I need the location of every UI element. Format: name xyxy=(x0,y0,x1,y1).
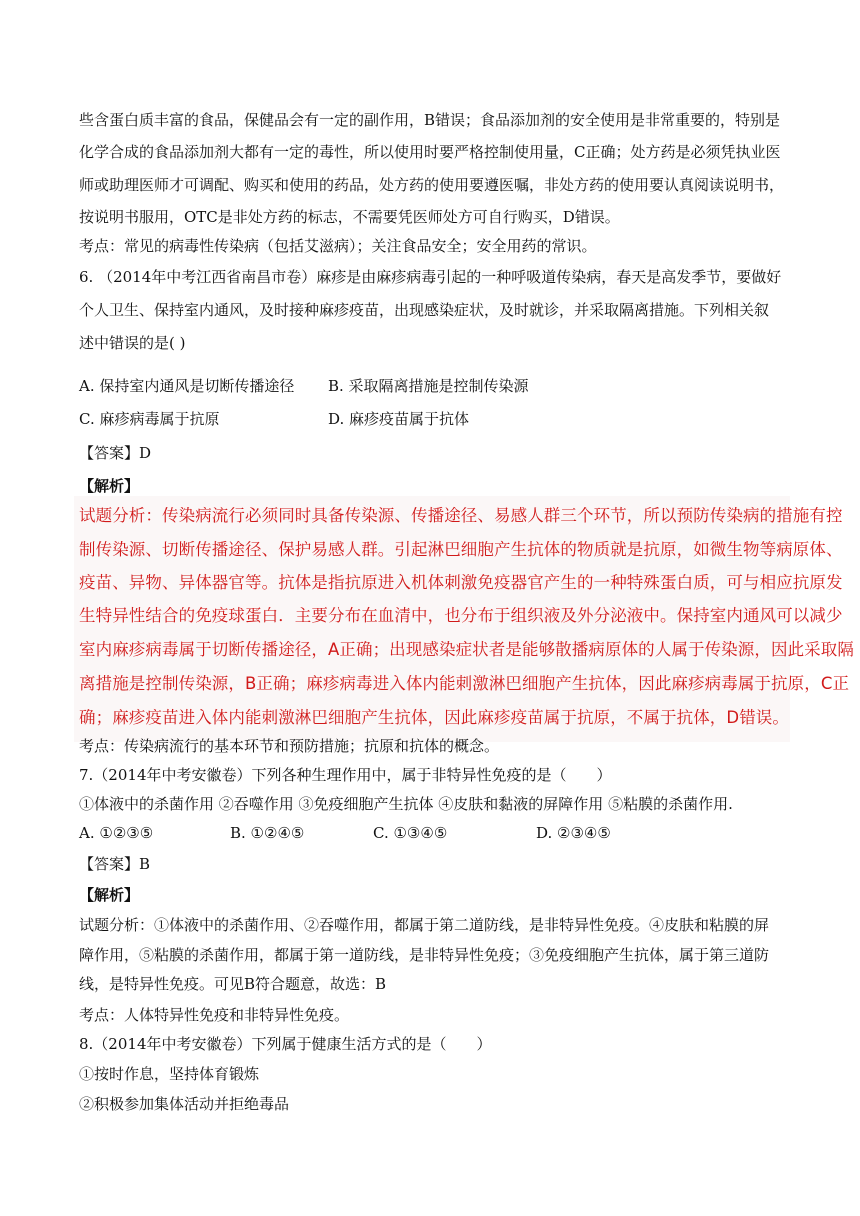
question-7-stem: 7.（2014年中考安徽卷）下列各种生理作用中，属于非特异性免疫的是（ ） xyxy=(79,766,612,784)
question-8-item: ②积极参加集体活动并拒绝毒品 xyxy=(79,1095,290,1113)
question-6-stem: 个人卫生、保持室内通风，及时接种麻疹疫苗，出现感染症状，及时就诊，并采取隔离措施。下列相关叙 xyxy=(79,301,770,319)
answer-label: 【答案】B xyxy=(79,855,151,873)
option-a: A. 保持室内通风是切断传播途径 xyxy=(79,377,295,395)
analysis-red-line: 离措施是控制传染源，B正确；麻疹病毒进入体内能刺激淋巴细胞产生抗体，因此麻疹病毒属于抗原，C正 xyxy=(79,674,850,693)
option-d: D. 麻疹疫苗属于抗体 xyxy=(328,410,470,428)
analysis-label: 【解析】 xyxy=(79,886,140,904)
paragraph-line: 化学合成的食品添加剂大都有一定的毒性，所以使用时要严格控制使用量，C正确；处方药是必须凭执业医 xyxy=(79,143,781,161)
paragraph-line: 按说明书服用，OTC是非处方药的标志，不需要凭医师处方可自行购买，D错误。 xyxy=(79,208,620,226)
question-8-stem: 8.（2014年中考安徽卷）下列属于健康生活方式的是（ ） xyxy=(79,1035,492,1053)
kaodian-line: 考点：传染病流行的基本环节和预防措施；抗原和抗体的概念。 xyxy=(79,737,500,755)
analysis-red-line: 试题分析：传染病流行必须同时具备传染源、传播途径、易感人群三个环节，所以预防传染病的措施有控 xyxy=(79,506,843,525)
analysis-line: 障作用，⑤粘膜的杀菌作用，都属于第一道防线，是非特异性免疫；③免疫细胞产生抗体，属于第三道防 xyxy=(79,946,770,964)
question-6-stem: 述中错误的是( ) xyxy=(79,334,186,352)
question-6-stem: 6. （2014年中考江西省南昌市卷）麻疹是由麻疹病毒引起的一种呼吸道传染病，春天是高发季节，要做好 xyxy=(79,268,782,286)
analysis-red-line: 疫苗、异物、异体器官等。抗体是指抗原进入机体刺激免疫器官产生的一种特殊蛋白质，可与相应抗原发 xyxy=(79,573,843,592)
option-b: B. 采取隔离措施是控制传染源 xyxy=(328,377,529,395)
question-8-item: ①按时作息，坚持体育锻炼 xyxy=(79,1065,260,1083)
analysis-red-line: 室内麻疹病毒属于切断传播途径，A正确；出现感染症状者是能够散播病原体的人属于传染源，因此采取隔 xyxy=(79,640,854,659)
analysis-line: 线，是特异性免疫。可见B符合题意，故选：B xyxy=(79,975,387,993)
option-c: C. ①③④⑤ xyxy=(373,824,448,842)
analysis-red-line: 制传染源、切断传播途径、保护易感人群。引起淋巴细胞产生抗体的物质就是抗原，如微生物等病原体、 xyxy=(79,540,843,559)
option-c: C. 麻疹病毒属于抗原 xyxy=(79,410,220,428)
analysis-red-line: 确；麻疹疫苗进入体内能刺激淋巴细胞产生抗体，因此麻疹疫苗属于抗原，不属于抗体，D错误。 xyxy=(79,708,790,727)
analysis-label: 【解析】 xyxy=(79,477,140,495)
option-d: D. ②③④⑤ xyxy=(536,824,611,842)
option-b: B. ①②④⑤ xyxy=(230,824,305,842)
kaodian-line: 考点：人体特异性免疫和非特异性免疫。 xyxy=(79,1006,350,1024)
option-a: A. ①②③⑤ xyxy=(79,824,154,842)
analysis-line: 试题分析：①体液中的杀菌作用、②吞噬作用，都属于第二道防线，是非特异性免疫。④皮肤和粘膜的屏 xyxy=(79,916,770,934)
question-7-items: ①体液中的杀菌作用 ②吞噬作用 ③免疫细胞产生抗体 ④皮肤和黏液的屏障作用 ⑤粘膜的杀菌作用. xyxy=(79,795,733,813)
answer-label: 【答案】D xyxy=(79,444,152,462)
analysis-red-line: 生特异性结合的免疫球蛋白．主要分布在血清中，也分布于组织液及外分泌液中。保持室内通风可以减少 xyxy=(79,606,843,625)
paragraph-line: 些含蛋白质丰富的食品，保健品会有一定的副作用，B错误；食品添加剂的安全使用是非常重要的，特别是 xyxy=(79,111,781,129)
paragraph-line: 师或助理医师才可调配、购买和使用的药品，处方药的使用要遵医嘱，非处方药的使用要认真阅读说明书， xyxy=(79,176,785,194)
kaodian-line: 考点：常见的病毒性传染病（包括艾滋病）；关注食品安全；安全用药的常识。 xyxy=(79,237,597,255)
